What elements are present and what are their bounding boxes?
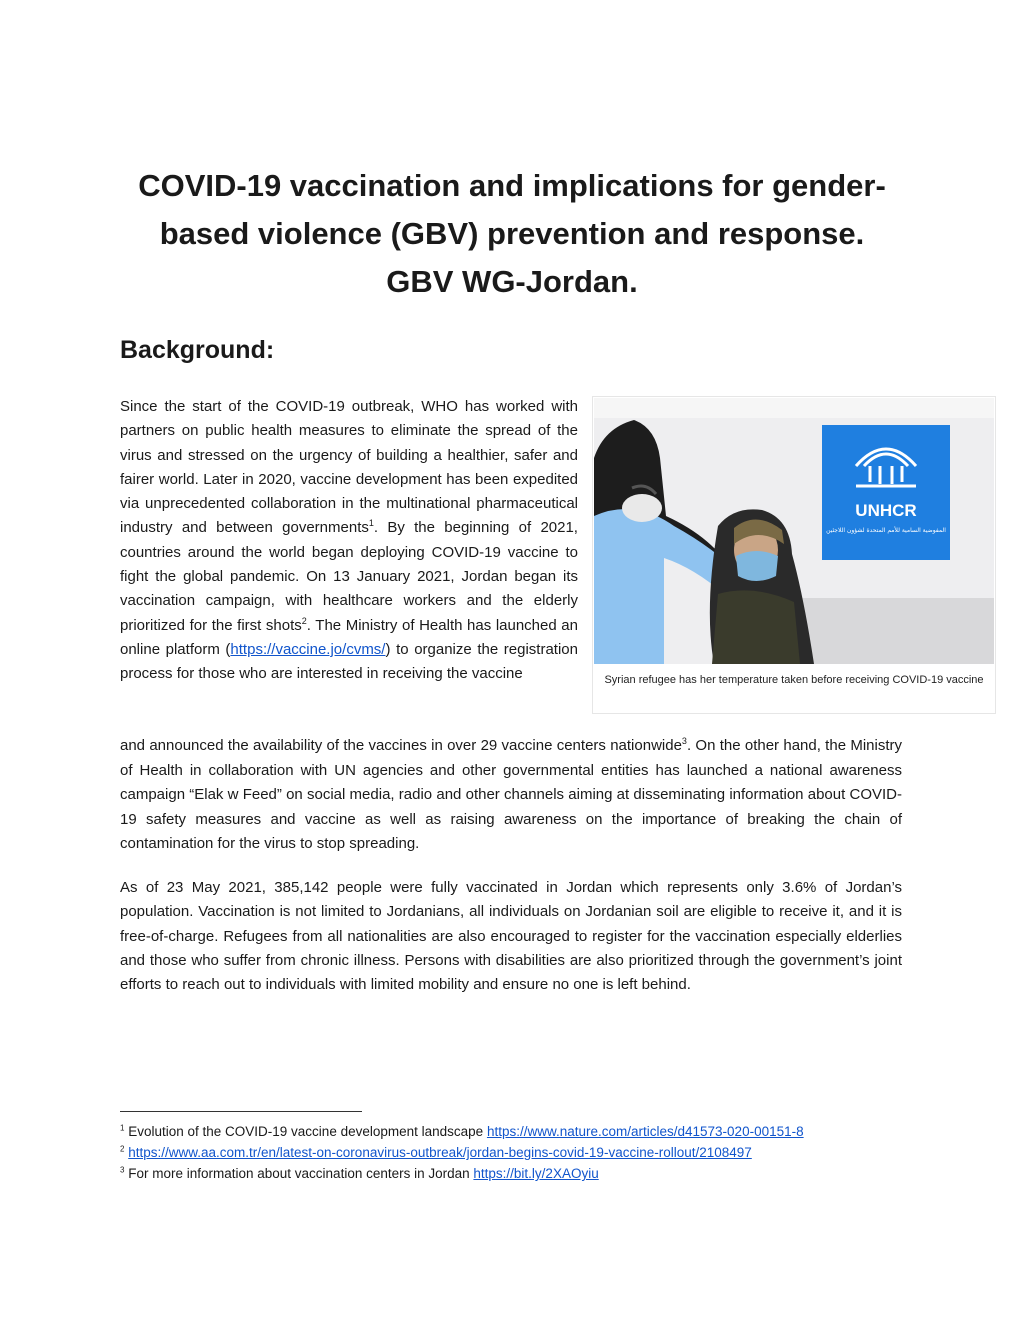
paragraph-2: As of 23 May 2021, 385,142 people were fully vaccinated in Jordan which represents only 3.6% of Jordan’s population. Vaccination is not limited to Jordanians, all individuals on Jordanian soil are eligible to receive it, and it is free-of-charge. Refugees from all nationalities are also encouraged to register for the vaccination especially elderlies and those who suffer from chronic illness. Persons with disabilities are also prioritized through the government’s joint efforts to reach out to individuals with limited mobility and ensure no one is left behind. [120, 879, 902, 994]
para1-text-4: ) to organize the registration process for those who are interested in receiving the vaccine [120, 640, 578, 683]
document-title [110, 162, 914, 306]
vaccination-photo [594, 398, 994, 664]
footnote-text: Evolution of the COVID-19 vaccine development landscape [128, 1124, 487, 1139]
footnote-divider [120, 1111, 362, 1112]
footnote-number: 2 [120, 1144, 125, 1154]
title-line-1: COVID-19 vaccination and implications for gender- [138, 168, 886, 203]
footnote-ref-3[interactable]: 3 [681, 736, 687, 746]
para1-text-3: . The Ministry of Health has launched an online platform ( [120, 616, 578, 658]
para1-text-1: Since the start of the COVID-19 outbreak, WHO has worked with partners on public health measures to eliminate the spread of the virus and stressed on the urgency of building a healthier, safer and fairer world. Later in 2020, vaccine development has been expedited via unprecedented collaboration in the multinational pharmaceutical industry and between governments [120, 398, 578, 537]
footnote-text: For more information about vaccination centers in Jordan [128, 1166, 474, 1181]
unhcr-sign-text: UNHCR [855, 501, 917, 520]
paragraph-1-upper [120, 395, 578, 687]
unhcr-sign [822, 425, 950, 560]
footnote-2 [120, 1142, 910, 1163]
footnote-ref-2[interactable]: 2 [301, 615, 307, 626]
unhcr-sign-arabic: المفوضية السامية للأمم المتحدة لشؤون اللاجئين [826, 527, 946, 534]
para1-text-6: . On the other hand, the Ministry of Health in collaboration with UN agencies and other governmental entities has launched a national awareness campaign “Elak w Feed” on social media, radio and other channels aiming at disseminating information about COVID-19 safety measures and vaccine as well as raising awareness on the importance of breaking the chain of contamination for the virus to stop spreading. [120, 737, 902, 852]
footnote-number: 1 [120, 1123, 125, 1133]
footnote-ref-1[interactable]: 1 [368, 518, 374, 529]
paragraph-1-lower [120, 734, 902, 857]
footnote-3 [120, 1163, 910, 1184]
footnotes [120, 1121, 910, 1184]
para1-text-5: and announced the availability of the vaccines in over 29 vaccine centers nationwide [120, 737, 682, 754]
vaccine-platform-link[interactable]: https://vaccine.jo/cvms/ [230, 640, 386, 658]
footnote-link[interactable]: https://www.aa.com.tr/en/latest-on-coronavirus-outbreak/jordan-begins-covid-19-vaccine-rollout/2108497 [128, 1145, 752, 1160]
footnote-number: 3 [120, 1165, 125, 1175]
para1-text-2: . By the beginning of 2021, countries around the world began deploying COVID-19 vaccine to fight the global pandemic. On 13 January 2021, Jordan began its vaccination campaign, with healthcare workers and the elderly prioritized for the first shots [120, 519, 578, 634]
title-line-3: GBV WG-Jordan. [386, 264, 638, 299]
footnote-link[interactable]: https://bit.ly/2XAOyiu [473, 1166, 599, 1181]
photo-caption: Syrian refugee has her temperature taken before receiving COVID-19 vaccine [604, 674, 984, 686]
footnote-link[interactable]: https://www.nature.com/articles/d41573-020-00151-8 [486, 1124, 804, 1139]
title-line-2: based violence (GBV) prevention and response. [159, 216, 865, 251]
section-heading: Background: [120, 336, 275, 364]
footnote-1 [120, 1121, 910, 1142]
photo-figure [592, 396, 996, 714]
